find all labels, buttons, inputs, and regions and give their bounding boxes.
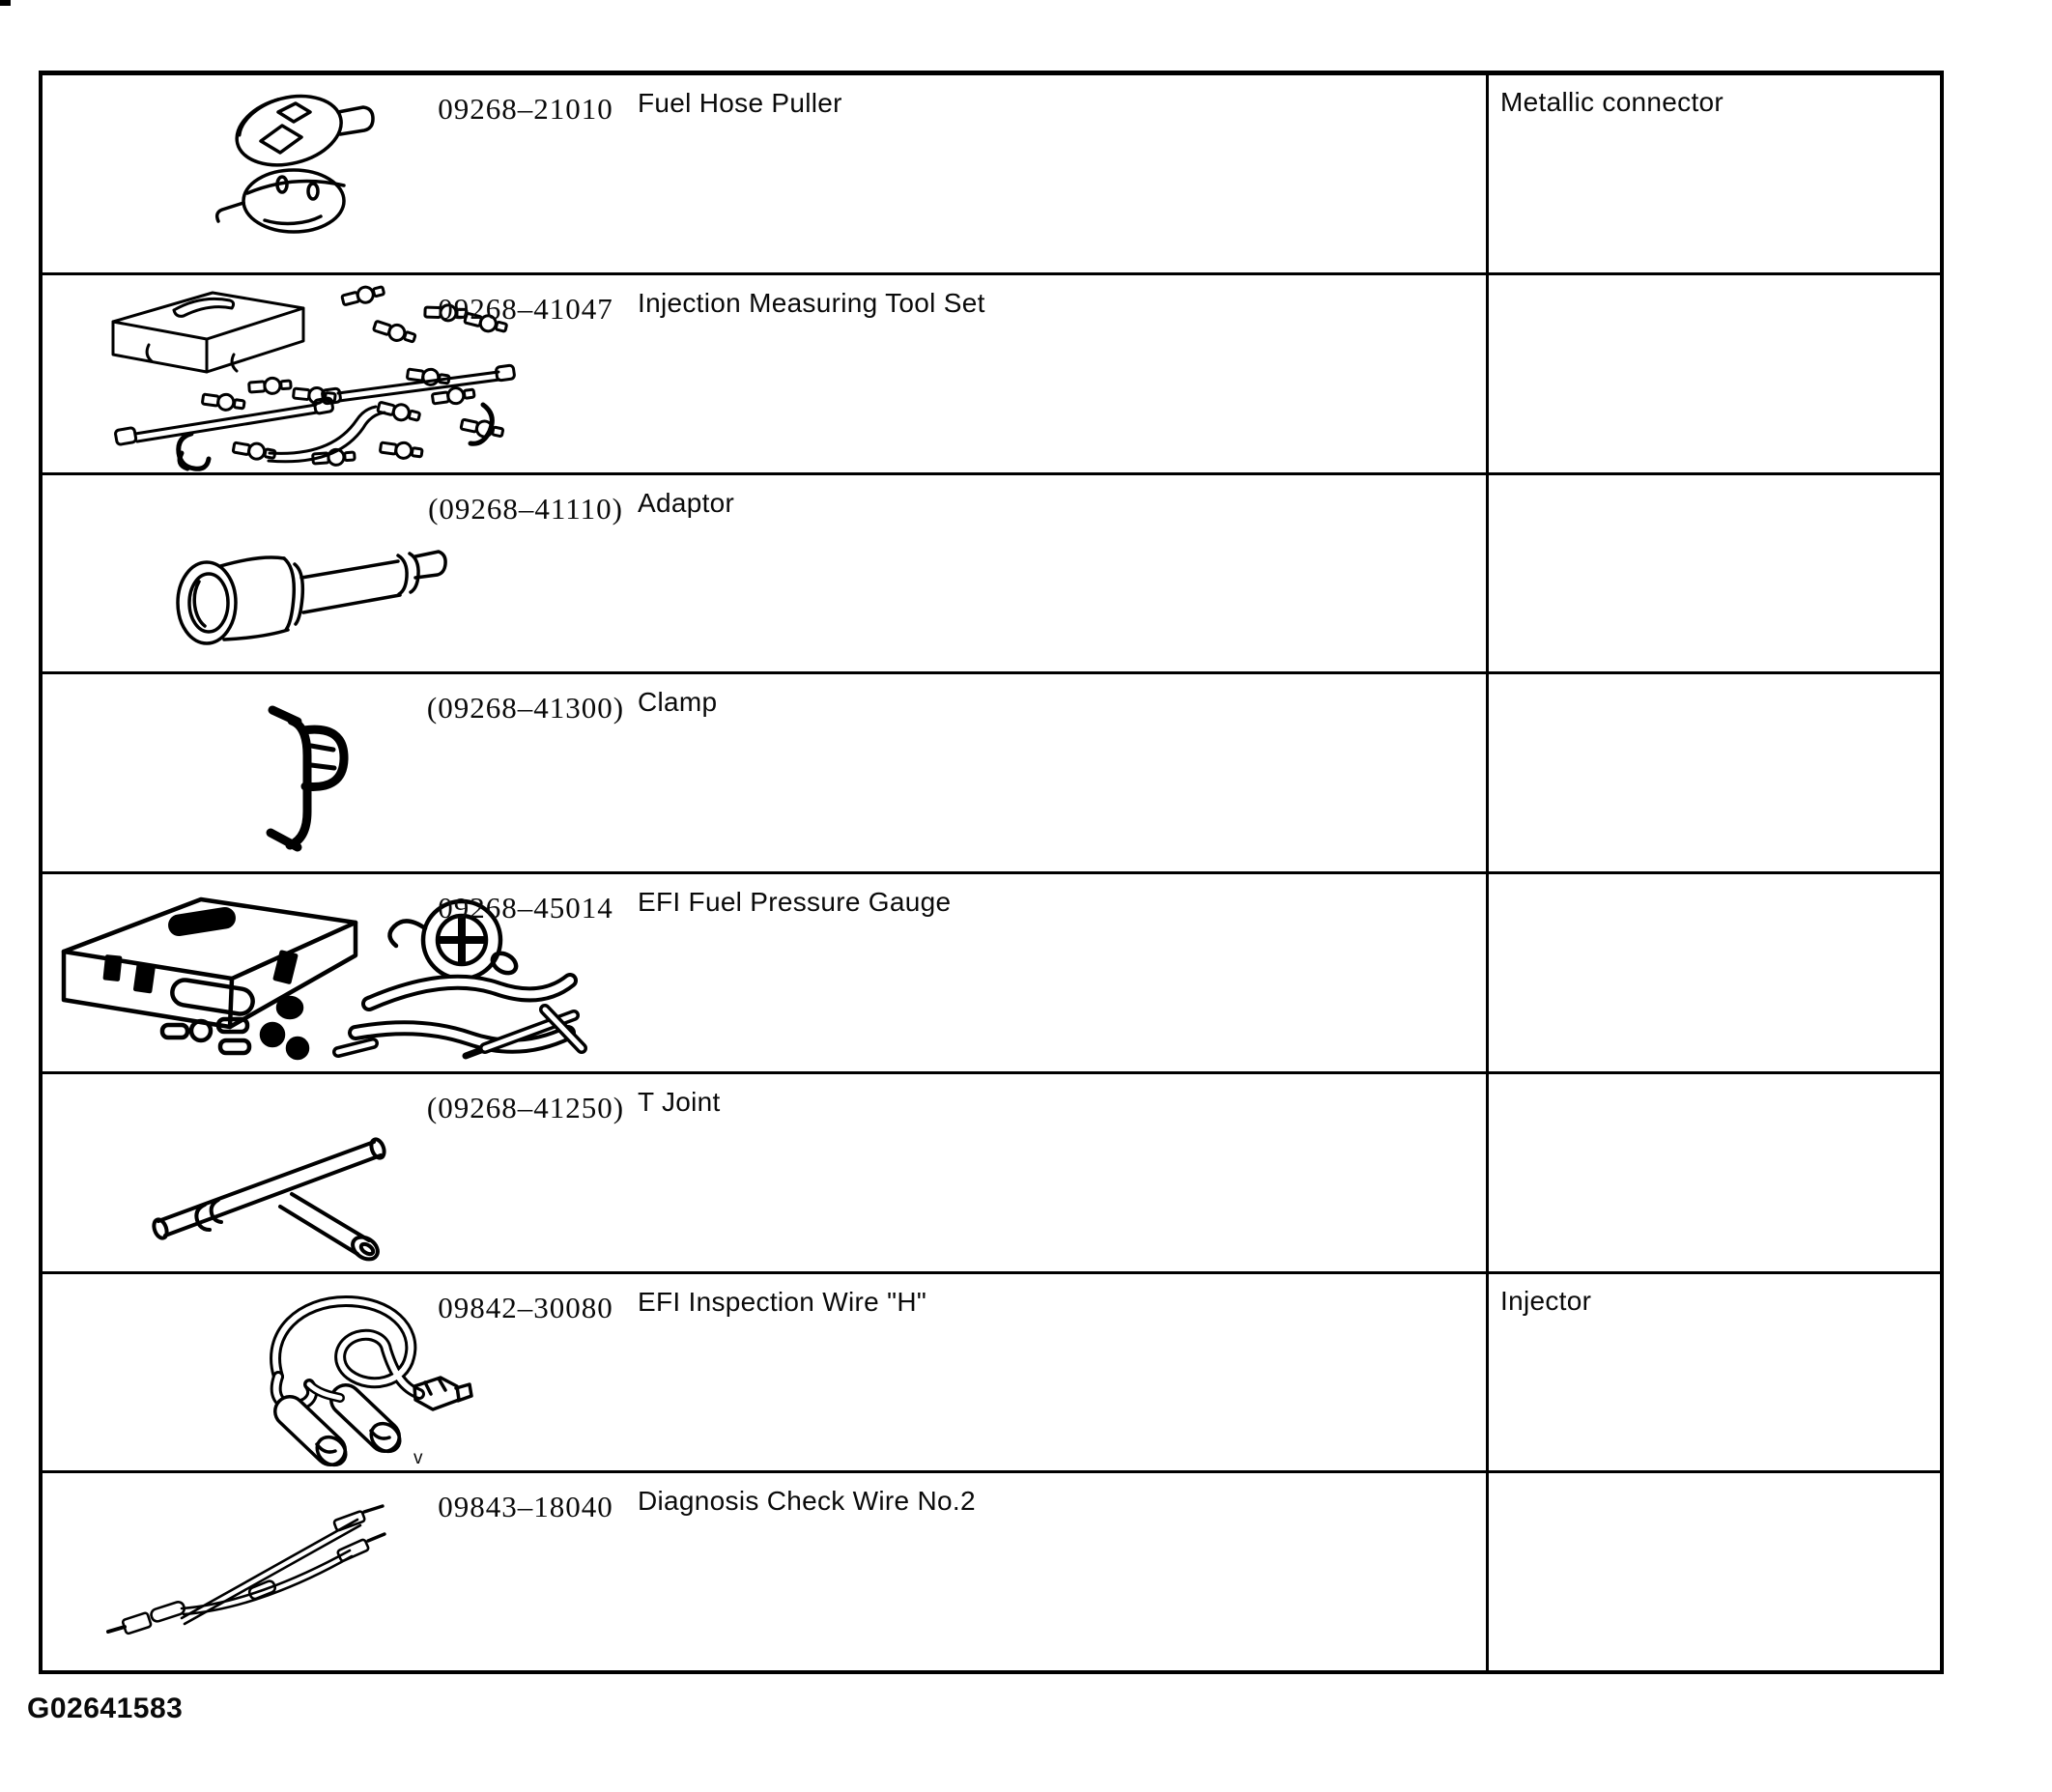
table-row — [43, 1473, 1940, 1670]
t-joint-illustration — [139, 1109, 441, 1266]
remark: Metallic connector — [1500, 87, 1724, 117]
figure-id: G02641583 — [27, 1692, 184, 1724]
part-number: 09268–21010 — [438, 92, 613, 126]
tool-cell — [43, 1074, 1489, 1271]
remark: Injector — [1500, 1285, 1592, 1316]
remarks-cell — [1489, 275, 1940, 472]
remarks-cell — [1489, 1074, 1940, 1271]
remarks-cell — [1489, 75, 1940, 272]
tool-name: Diagnosis Check Wire No.2 — [638, 1486, 976, 1517]
tool-cell — [43, 1473, 1489, 1670]
tool-cell — [43, 275, 1489, 472]
scan-speck — [0, 0, 11, 6]
remarks-cell — [1489, 1274, 1940, 1471]
part-number: (09268–41250) — [426, 1090, 625, 1124]
tool-name: EFI Inspection Wire "H" — [638, 1286, 927, 1317]
part-number: (09268–41300) — [426, 691, 625, 725]
part-number: 09268–41047 — [438, 291, 613, 326]
tool-name: Fuel Hose Puller — [638, 88, 842, 118]
part-number: (09268–41110) — [428, 491, 623, 526]
table-row — [43, 674, 1940, 874]
adaptor-illustration — [166, 526, 468, 668]
tool-name: T Joint — [638, 1086, 721, 1117]
tool-cell — [43, 874, 1489, 1071]
part-number: 09842–30080 — [438, 1290, 613, 1324]
remarks-cell — [1489, 874, 1940, 1071]
tool-name: EFI Fuel Pressure Gauge — [638, 887, 952, 917]
tool-name: Adaptor — [638, 487, 735, 518]
remarks-cell — [1489, 475, 1940, 672]
part-number: 09843–18040 — [438, 1490, 613, 1524]
tool-cell — [43, 475, 1489, 672]
part-number: 09268–45014 — [438, 891, 613, 924]
tool-cell — [43, 1274, 1489, 1471]
table-row — [43, 1074, 1940, 1274]
table-row — [43, 475, 1940, 675]
scan-stray-mark: v — [413, 1447, 423, 1468]
table-row — [43, 75, 1940, 275]
tool-cell — [43, 75, 1489, 272]
tool-name: Injection Measuring Tool Set — [638, 287, 985, 318]
tool-cell — [43, 674, 1489, 871]
table-row — [43, 275, 1940, 475]
table-row — [43, 874, 1940, 1074]
remarks-cell — [1489, 674, 1940, 871]
sst-tools-table — [39, 71, 1944, 1674]
remarks-cell — [1489, 1473, 1940, 1670]
table-row — [43, 1274, 1940, 1474]
tool-name: Clamp — [638, 687, 718, 718]
